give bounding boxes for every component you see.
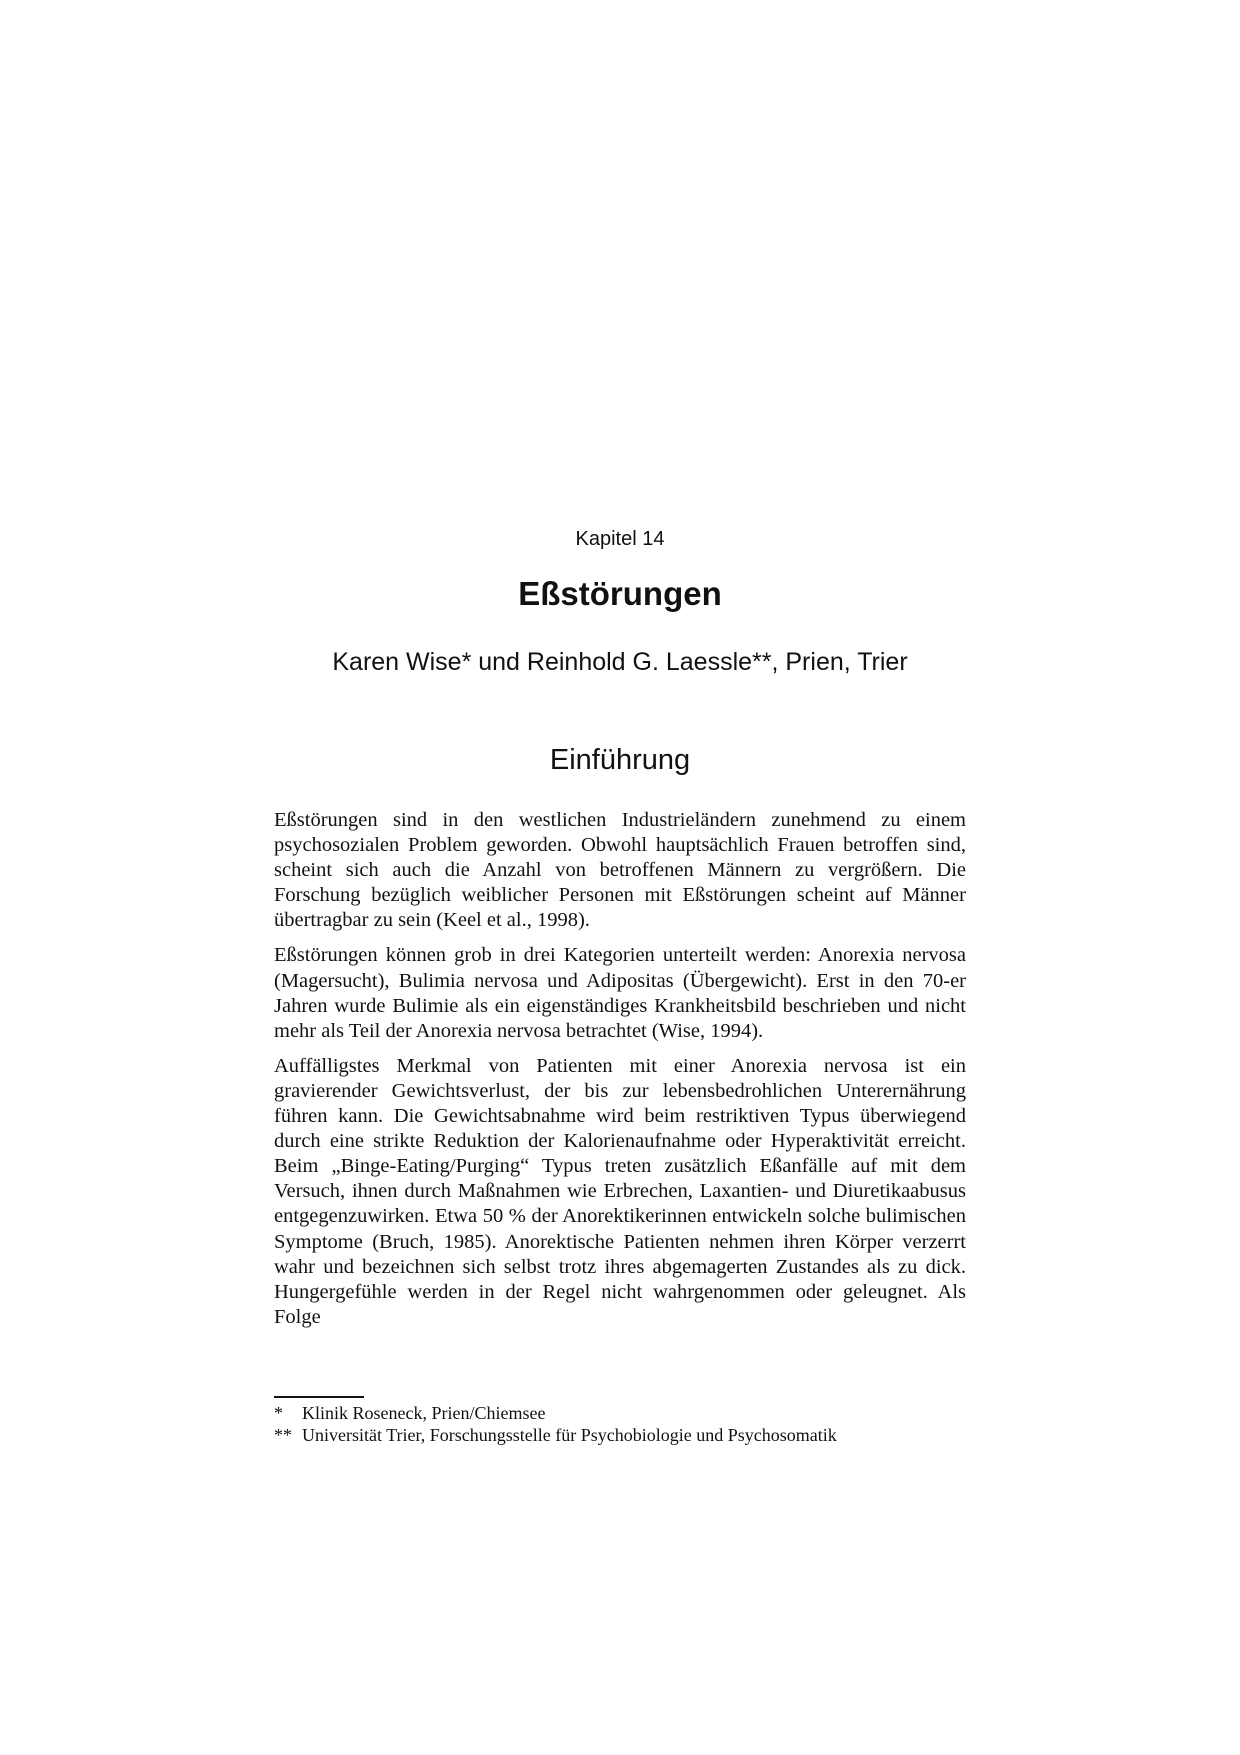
chapter-label: Kapitel 14 [575,528,665,550]
paragraph: Auffälligstes Merkmal von Patienten mit einer Anorexia nervosa ist ein gravierender Gewichtsverlust, der bis zur lebensbedrohlichen Unterernährung führen kann. Die Gewichtsabnahme wird beim restriktiven Typus überwiegend durch eine strikte Reduktion der Kalorienaufnahme oder Hyperaktivität erreicht. Beim „Binge-Eating/Purging“ Typus treten zusätzlich Eßanfälle auf mit dem Versuch, ihnen durch Maßnahmen wie Erbrechen, Laxantien- und Diuretikaabusus entgegenzuwirken. Etwa 50 % der Anorektikerinnen entwickeln solche bulimischen Symptome (Bruch, 1985). Anorektische Patienten nehmen ihren Körper verzerrt wahr und bezeichnen sich selbst trotz ihres abgemagerten Zustandes als zu dick. Hungergefühle werden in der Regel nicht wahrgenommen oder geleugnet. Als Folge [274,1054,966,1328]
footnote-text: Klinik Roseneck, Prien/Chiemsee [302,1403,546,1423]
footnote-mark: * [274,1403,283,1423]
author-line: Karen Wise* und Reinhold G. Laessle**, Prien, Trier [332,648,908,676]
footnote-text: Universität Trier, Forschungsstelle für Psychobiologie und Psychosomatik [302,1425,837,1445]
body-text [274,808,966,1340]
chapter-title: Eßstörungen [518,575,722,612]
footnotes [274,1402,966,1446]
paragraph: Eßstörungen sind in den westlichen Industrieländern zunehmend zu einem psychosozialen Problem geworden. Obwohl hauptsächlich Frauen betroffen sind, scheint sich auch die Anzahl von betroffenen Männern zu vergrößern. Die Forschung bezüglich weiblicher Personen mit Eßstörungen scheint auf Männer übertragbar zu sein (Keel et al., 1998). [274,809,966,932]
footnote [274,1424,966,1446]
footnote-mark: ** [274,1425,292,1445]
footnote [274,1402,966,1424]
paragraph: Eßstörungen können grob in drei Kategorien unterteilt werden: Anorexia nervosa (Magersucht), Bulimia nervosa und Adipositas (Übergewicht). Erst in den 70-er Jahren wurde Bulimie als ein eigenständiges Krankheitsbild beschrieben und nicht mehr als Teil der Anorexia nervosa betrachtet (Wise, 1994). [274,944,966,1042]
footnote-divider [274,1396,364,1398]
section-heading: Einführung [549,744,691,776]
